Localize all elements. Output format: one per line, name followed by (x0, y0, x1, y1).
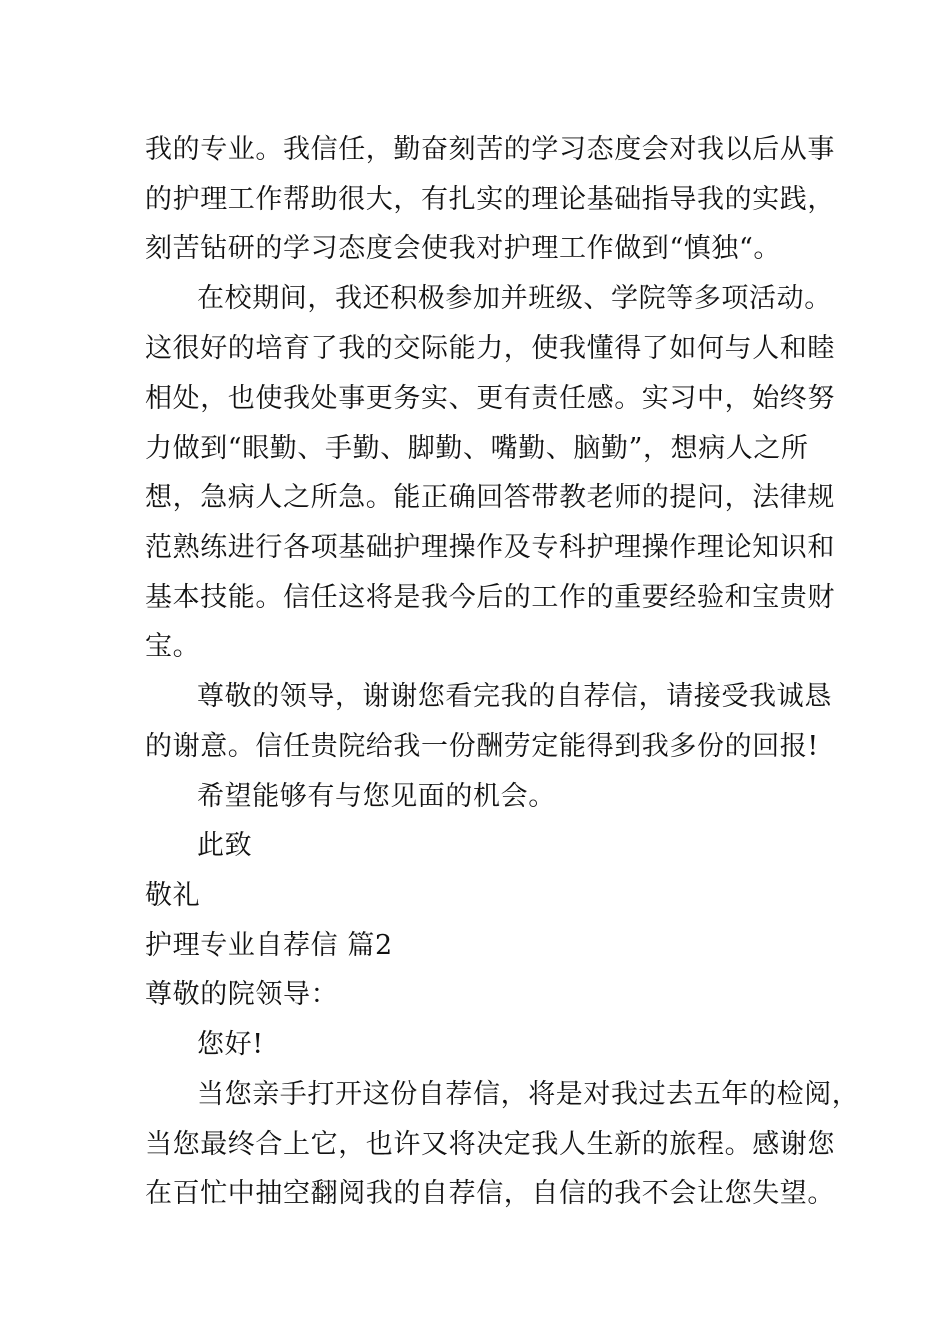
text-line: 当您最终合上它，也许又将决定我人生新的旅程。感谢您 (145, 1129, 835, 1160)
section-title: 护理专业自荐信 篇2 (145, 930, 393, 961)
text-line: 想，急病人之所急。能正确回答带教老师的提问，法律规 (145, 482, 835, 513)
greeting-hello: 您好! (197, 1029, 264, 1060)
text-line: 刻苦钻研的学习态度会使我对护理工作做到“慎独“。 (145, 233, 782, 264)
text-line: 我的专业。我信任，勤奋刻苦的学习态度会对我以后从事 (145, 134, 835, 165)
text-line: 的护理工作帮助很大，有扎实的理论基础指导我的实践， (145, 184, 835, 215)
text-line: 相处，也使我处事更务实、更有责任感。实习中，始终努 (145, 383, 835, 414)
closing-regards: 敬礼 (145, 880, 201, 911)
text-line: 基本技能。信任这将是我今后的工作的重要经验和宝贵财 (145, 582, 835, 613)
text-line: 范熟练进行各项基础护理操作及专科护理操作理论知识和 (145, 532, 835, 563)
text-line: 力做到“眼勤、手勤、脚勤、嘴勤、脑勤”，想病人之所 (145, 433, 809, 464)
text-line: 在百忙中抽空翻阅我的自荐信，自信的我不会让您失望。 (145, 1178, 835, 1209)
text-line: 宝。 (145, 631, 201, 662)
paragraph-start-line: 尊敬的领导，谢谢您看完我的自荐信，请接受我诚恳 (197, 681, 832, 712)
closing-wish-line: 希望能够有与您见面的机会。 (197, 781, 556, 812)
closing-salutation: 此致 (197, 830, 253, 861)
text-line: 的谢意。信任贵院给我一份酬劳定能得到我多份的回报! (145, 731, 819, 762)
text-line: 这很好的培育了我的交际能力，使我懂得了如何与人和睦 (145, 333, 835, 364)
greeting-line: 尊敬的院领导： (145, 979, 339, 1010)
paragraph-start-line: 当您亲手打开这份自荐信，将是对我过去五年的检阅， (197, 1079, 860, 1110)
paragraph-start-line: 在校期间，我还积极参加并班级、学院等多项活动。 (197, 283, 832, 314)
